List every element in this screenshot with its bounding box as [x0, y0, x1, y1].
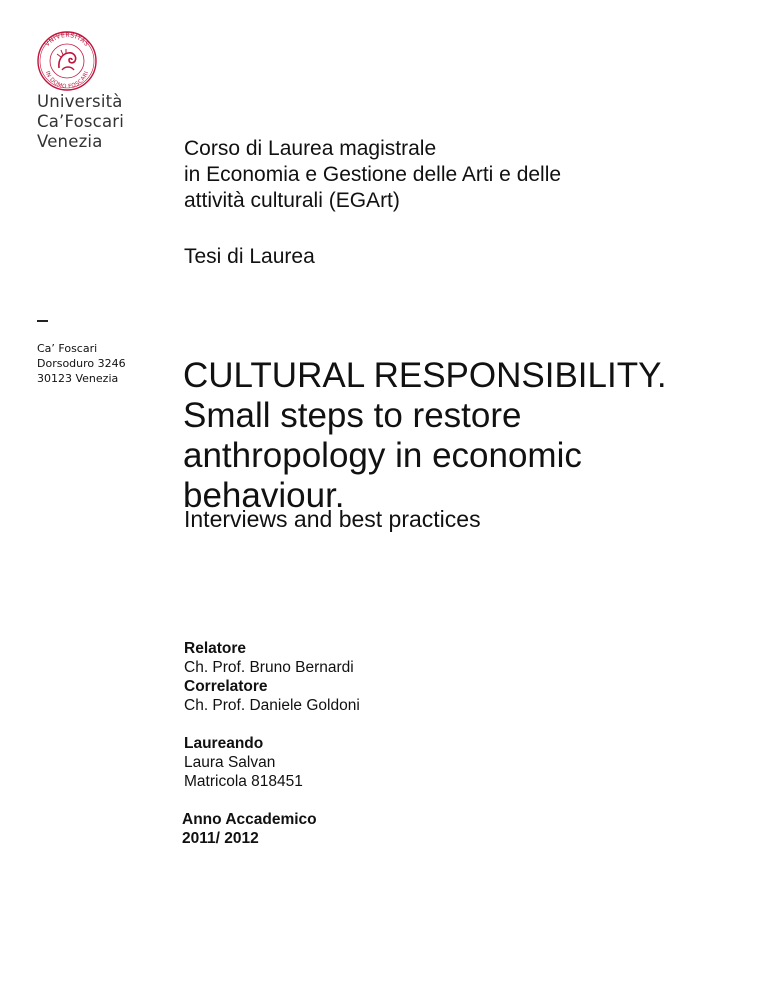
address-line: 30123 Venezia — [37, 372, 119, 385]
laureando-name: Laura Salvan — [184, 754, 276, 771]
university-name-line: Università — [37, 92, 123, 111]
relatore-name: Ch. Prof. Bruno Bernardi — [184, 659, 354, 676]
laureando-label: Laureando — [184, 735, 264, 752]
thesis-label: Tesi di Laurea — [184, 245, 315, 268]
svg-text:IN DOMO FOSCARI: IN DOMO FOSCARI — [43, 70, 91, 91]
correlatore-name: Ch. Prof. Daniele Goldoni — [184, 697, 360, 714]
academic-year-block — [182, 810, 317, 848]
correlatore-label: Correlatore — [184, 678, 268, 695]
title-line: CULTURAL RESPONSIBILITY. — [183, 356, 667, 395]
course-line: in Economia e Gestione delle Arti e delle — [184, 163, 562, 186]
address-line: Ca’ Foscari — [37, 342, 98, 355]
title-line: Small steps to restore — [183, 396, 522, 435]
university-seal-logo — [32, 30, 102, 92]
university-name-line: Venezia — [37, 132, 103, 151]
course-name — [184, 136, 561, 214]
course-line: Corso di Laurea magistrale — [184, 137, 437, 160]
title-line: anthropology in economic — [183, 436, 582, 475]
svg-text:VNIVERSITAS: VNIVERSITAS — [43, 31, 91, 49]
course-line: attività culturali (EGArt) — [184, 189, 400, 212]
relatore-label: Relatore — [184, 640, 247, 657]
academic-year-value: 2011/ 2012 — [182, 830, 259, 847]
address-line: Dorsoduro 3246 — [37, 357, 126, 370]
university-name — [37, 92, 124, 152]
academic-year-label: Anno Accademico — [182, 811, 317, 828]
thesis-subtitle: Interviews and best practices — [184, 506, 481, 532]
thesis-title — [183, 356, 667, 516]
separator-dash — [37, 320, 48, 322]
university-address — [37, 341, 126, 386]
title-line: behaviour. — [183, 476, 345, 515]
supervisors-block — [184, 639, 360, 715]
university-name-line: Ca’Foscari — [37, 112, 125, 131]
candidate-block — [184, 734, 303, 791]
matricola: Matricola 818451 — [184, 773, 303, 790]
